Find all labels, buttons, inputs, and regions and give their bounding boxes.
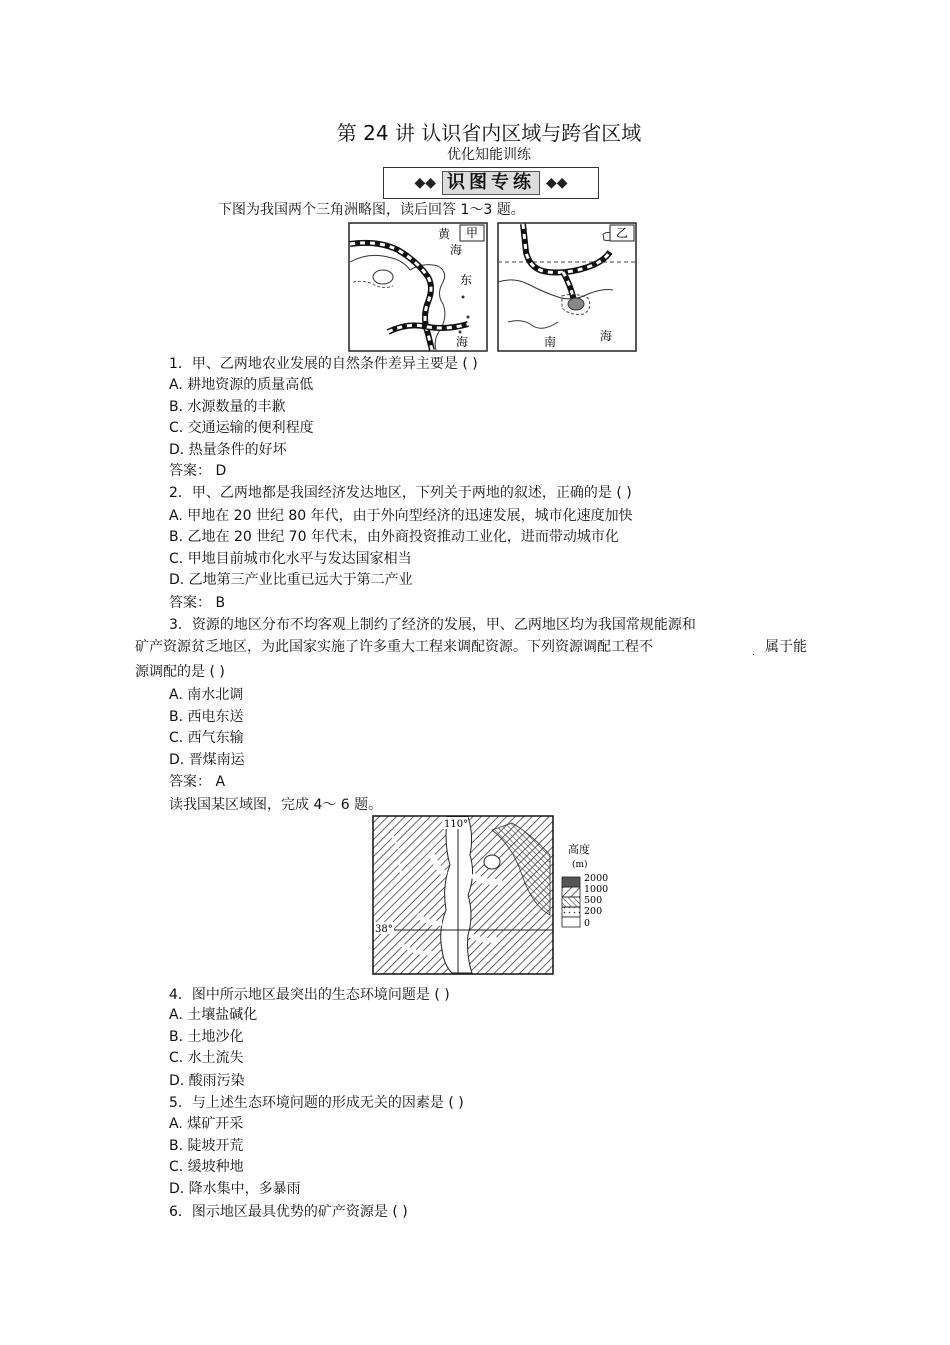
question-4-stem: 4．图中所示地区最突出的生态环境问题是 ( ) (169, 987, 450, 1003)
legend-swatch (562, 907, 580, 917)
question-4-option-b: B. 土地沙化 (169, 1029, 244, 1045)
longitude-label: 110° (444, 819, 469, 830)
legend-unit: (m) (572, 860, 588, 870)
sea-label: 东 (460, 273, 473, 287)
basin (484, 855, 500, 869)
question-2-stem: 2．甲、乙两地都是我国经济发达地区，下列关于两地的叙述，正确的是 ( ) (169, 485, 632, 501)
intro-text-2: 读我国某区域图，完成 4～ 6 题。 (169, 797, 383, 813)
question-5-stem: 5．与上述生态环境问题的形成无关的因素是 ( ) (169, 1095, 464, 1111)
legend-level: 0 (584, 918, 591, 929)
legend-level: 500 (584, 895, 603, 906)
legend-level: 1000 (584, 884, 609, 895)
legend-swatch (562, 897, 580, 907)
question-3-stem-line2-end: 属于能 (765, 639, 807, 655)
sea-label: 黄 (438, 227, 451, 241)
question-3-option-c: C. 西气东输 (169, 730, 244, 746)
question-3-option-a: A. 南水北调 (169, 687, 244, 703)
banner-text: 识图专练 (442, 171, 540, 195)
question-4-option-c: C. 水土流失 (169, 1050, 244, 1066)
question-6-stem: 6．图示地区最具优势的矿产资源是 ( ) (169, 1204, 408, 1220)
diamond-icon: ◆◆ (546, 175, 568, 191)
page-subtitle: 优化知能训练 (447, 147, 531, 163)
question-3-stem-line1: 3．资源的地区分布不均客观上制约了经济的发展，甲、乙两地区均为我国常规能源和 (169, 617, 696, 633)
delta-maps-figure (348, 222, 638, 354)
question-1-stem: 1．甲、乙两地农业发展的自然条件差异主要是 ( ) (169, 356, 478, 372)
intro-text: 下图为我国两个三角洲略图，读后回答 1～3 题。 (218, 202, 525, 218)
legend-swatch (562, 917, 580, 927)
question-3-stem-line2: 矿产资源贫乏地区，为此国家实施了许多重大工程来调配资源。下列资源调配工程不 (135, 639, 653, 655)
legend-title: 高度 (568, 843, 590, 856)
question-1-option-d: D. 热量条件的好坏 (169, 442, 287, 458)
legend-level: 2000 (584, 873, 609, 884)
relief-map-figure (372, 815, 622, 977)
sea-label: 海 (600, 329, 613, 343)
diamond-icon: ◆◆ (414, 175, 436, 191)
question-3-stem-line3: 源调配的是 ( ) (135, 664, 225, 680)
question-1-option-b: B. 水源数量的丰歉 (169, 399, 286, 415)
question-4-option-d: D. 酸雨污染 (169, 1073, 245, 1089)
question-5-option-c: C. 缓坡种地 (169, 1159, 244, 1175)
question-3-option-b: B. 西电东送 (169, 709, 244, 725)
section-banner (383, 167, 599, 199)
question-1-option-a: A. 耕地资源的质量高低 (169, 377, 314, 393)
sea-label: 海 (450, 243, 463, 257)
question-5-option-d: D. 降水集中，多暴雨 (169, 1181, 301, 1197)
question-2-answer: 答案： B (169, 595, 226, 611)
sea-label: 南 (544, 335, 557, 349)
question-3-option-d: D. 晋煤南运 (169, 752, 245, 768)
elevation-legend (562, 842, 608, 929)
map-label-a: 甲 (466, 226, 479, 240)
map-label-b: 乙 (616, 226, 629, 240)
question-1-answer: 答案： D (169, 463, 227, 479)
sea-label: 海 (456, 335, 469, 349)
question-5-option-a: A. 煤矿开采 (169, 1116, 244, 1132)
question-2-option-c: C. 甲地目前城市化水平与发达国家相当 (169, 551, 412, 567)
legend-swatch (562, 887, 580, 897)
legend-level: 200 (584, 906, 603, 917)
latitude-label: 38° (375, 924, 393, 935)
legend-swatch (562, 877, 580, 887)
delta-area-b (568, 298, 584, 310)
question-3-answer: 答案： A (169, 774, 226, 790)
question-2-option-b: B. 乙地在 20 世纪 70 年代末，由外商投资推动工业化，进而带动城市化 (169, 529, 619, 545)
question-5-option-b: B. 陡坡开荒 (169, 1138, 244, 1154)
question-1-option-c: C. 交通运输的便利程度 (169, 420, 314, 436)
question-4-option-a: A. 土壤盐碱化 (169, 1007, 258, 1023)
question-2-option-a: A. 甲地在 20 世纪 80 年代，由于外向型经济的迅速发展，城市化速度加快 (169, 508, 633, 524)
page-title: 第 24 讲 认识省内区域与跨省区域 (336, 121, 642, 145)
question-2-option-d: D. 乙地第三产业比重已远大于第二产业 (169, 572, 413, 588)
emphasis-dot: . (752, 647, 756, 658)
